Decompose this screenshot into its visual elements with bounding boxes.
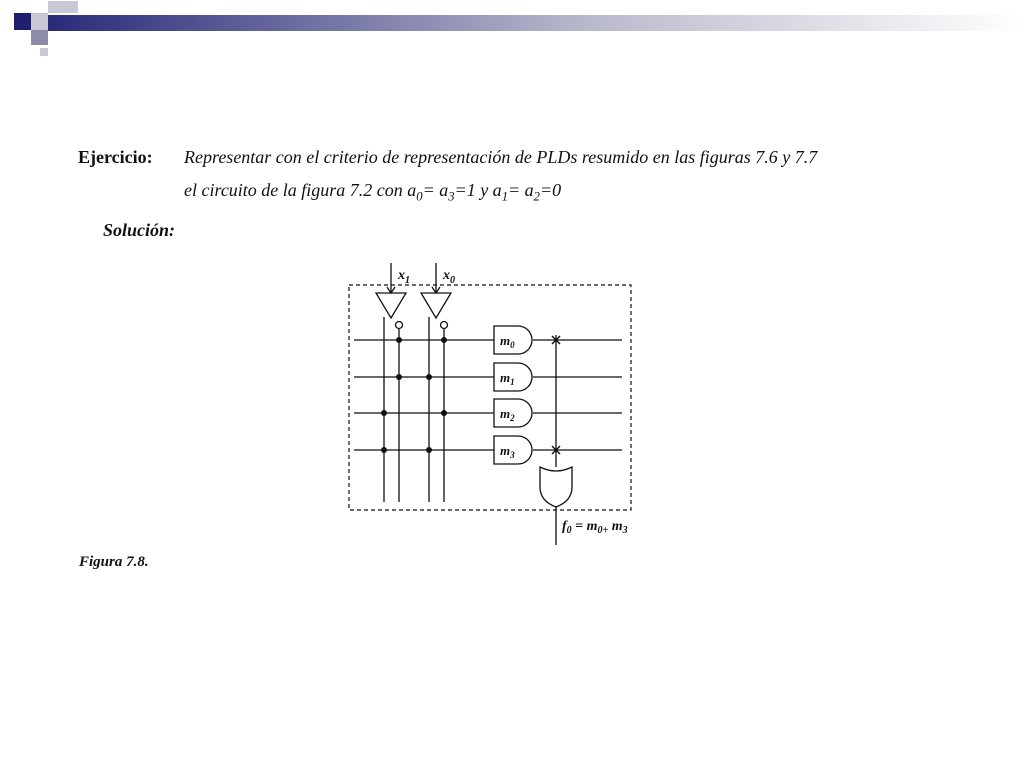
product-term-lines xyxy=(354,340,622,450)
deco-square-small xyxy=(40,48,48,56)
minterm-label-m1: $m_1$ xyxy=(500,370,515,387)
header-decoration xyxy=(0,0,1024,60)
buffer-inverter-x1 xyxy=(376,293,406,329)
pld-circuit-diagram xyxy=(330,255,670,555)
output-equation: $f_0 = m_{0+}$ $m_3$ xyxy=(562,519,628,536)
input-x1-label: $x_1$ xyxy=(398,268,410,286)
deco-gradient-bar xyxy=(48,15,1024,31)
minterm-label-m3: $m_3$ xyxy=(500,443,515,460)
minterm-label-m0: $m_0$ xyxy=(500,333,515,350)
deco-square-light xyxy=(31,30,48,45)
deco-square-light2 xyxy=(48,1,78,13)
deco-square-navy xyxy=(14,13,31,30)
minterm-label-m2: $m_2$ xyxy=(500,406,515,423)
input-vertical-lines xyxy=(384,317,444,502)
figure-caption: Figura 7.8. xyxy=(79,554,149,570)
statement-line-1: Representar con el criterio de representación de PLDs resumido en las figuras 7.6 y 7.7 xyxy=(184,147,818,167)
exercise-label: Ejercicio: xyxy=(78,147,153,167)
deco-square-slate xyxy=(31,13,48,30)
or-gate xyxy=(540,467,572,507)
input-x0-label: $x_0$ xyxy=(443,268,455,286)
input-x0-arrow xyxy=(432,263,440,293)
input-x1-arrow xyxy=(387,263,395,293)
statement-line-2: el circuito de la figura 7.2 con $a_0= a_3=1$ y $a_1= a_2=0$ xyxy=(184,180,562,204)
connection-dots xyxy=(381,337,447,453)
buffer-inverter-x0 xyxy=(421,293,451,329)
solution-label: Solución: xyxy=(103,220,176,240)
